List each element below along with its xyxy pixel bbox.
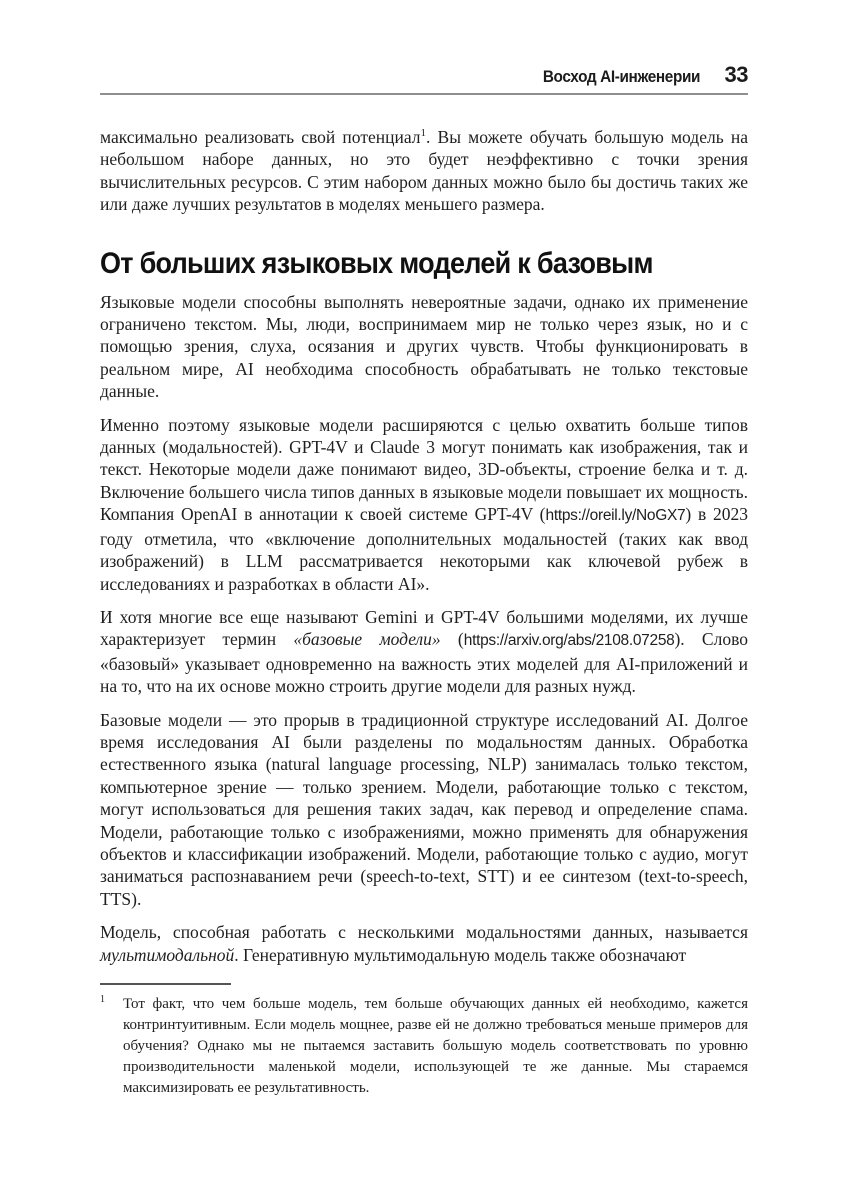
paragraph-intro-text-continued: . Вы можете обучать большую модель на небольшом наборе данных, но это будет неэффективно с точки зрения вычислительных ресурсов. С этим набором данных можно было бы достичь таких же или даже лучших результатов в моделях меньшего размера. [100, 127, 748, 215]
paragraph-breakthrough: Базовые модели — это прорыв в традиционной структуре исследований AI. Долгое время исследования AI были разделены по модальностям данных. Обработка естественного языка (natural language processing, NLP) занималась только текстом, компьютерное зрение — только зрением. Модели, работающие только с текстом, могут использоваться для решения таких задач, как перевод и определение спама. Модели, работающие только с изображениями, можно применять для обнаружения объектов и классификации изображений. Модели, работающие только с аудио, могут заниматься распознаванием речи (speech-to-text, STT) и ее синтезом (text-to-speech, TTS). [100, 709, 748, 909]
paragraph-multimodal [100, 921, 748, 966]
term-multimodal: мультимодальной [100, 944, 235, 965]
paragraph-language-models: Языковые модели способны выполнять невероятные задачи, однако их применение ограничено текстом. Мы, люди, воспринимаем мир не только через язык, но и с помощью зрения, слуха, осязания и других чувств. Чтобы функционировать в реальном мире, AI необходима способность обрабатывать не только текстовые данные. [100, 291, 748, 402]
link-oreilly[interactable]: https://oreil.ly/NoGX7 [545, 507, 686, 525]
paragraph-foundation-text-3: ). Слово «базовый» указывает одновременно на важность этих моделей для AI-приложений и на то, что на их основе можно строить другие модели для разных нужд. [100, 629, 748, 697]
page-content [100, 0, 748, 1099]
paragraph-modalities-text-continued: ) в 2023 году отметила, что «включение дополнительных модальностей (таких как ввод изображений) в LLM рассматривается некоторыми как ключевой рубеж в исследованиях и разработках в области AI». [100, 504, 748, 594]
paragraph-foundation-term [100, 606, 748, 698]
footnote-text: Тот факт, что чем больше модель, тем больше обучающих данных ей необходимо, кажется контринтуитивным. Если модель мощнее, разве ей не должно требоваться меньше примеров для обучения? Однако мы не пытаемся заставить большую модель соответствовать по уровню производительности маленькой модели, использующей те же данные. Мы стараемся максимизировать ее результативность. [123, 996, 748, 1096]
paragraph-intro-text: максимально реализовать свой потенциал [100, 127, 421, 147]
page-number: 33 [724, 62, 748, 87]
running-head: Восход AI-инженерии [543, 68, 701, 86]
paragraph-intro [100, 126, 748, 216]
page-header [100, 62, 748, 88]
footnote-reference: 1 [420, 127, 426, 140]
paragraph-modalities [100, 414, 748, 595]
paragraph-foundation-text: И хотя многие все еще называют Gemini и GPT-4V большими моделями, их лучше характеризует термин [100, 606, 748, 650]
paragraph-multimodal-text: Модель, способная работать с несколькими модальностями данных, называется [100, 922, 748, 943]
footnote: $^1$ Тот факт, что чем больше модель, тем больше обучающих данных ей необходимо, кажется контринтуитивным. Если модель мощнее, разве ей не должно требоваться меньше примеров для обучения? Однако мы не пытаемся заставить большую модель соответствовать по уровню производительности маленькой модели, использующей те же данные. Мы стараемся максимизировать ее результативность. [100, 994, 748, 1096]
paragraph-modalities-text: Именно поэтому языковые модели расширяются с целью охватить больше типов данных (модальностей). GPT-4V и Claude 3 могут понимать как изображения, так и текст. Некоторые модели даже понимают видео, 3D-объекты, строение белка и т. д. Включение большего числа типов данных в языковые модели повышает их мощность. Компания OpenAI в аннотации к своей системе GPT-4V ( [100, 414, 748, 525]
paragraph-foundation-text-2: ( [440, 629, 464, 650]
link-arxiv[interactable]: https://arxiv.org/abs/2108.07258 [463, 632, 675, 650]
paragraph-multimodal-text-continued: . Генеративную мультимодальную модель также обозначают [234, 944, 687, 965]
section-heading: От больших языковых моделей к базовым [100, 246, 653, 280]
term-foundation-models: «базовые модели» [293, 629, 441, 650]
header-rule [100, 93, 748, 95]
footnote-rule [100, 983, 231, 985]
